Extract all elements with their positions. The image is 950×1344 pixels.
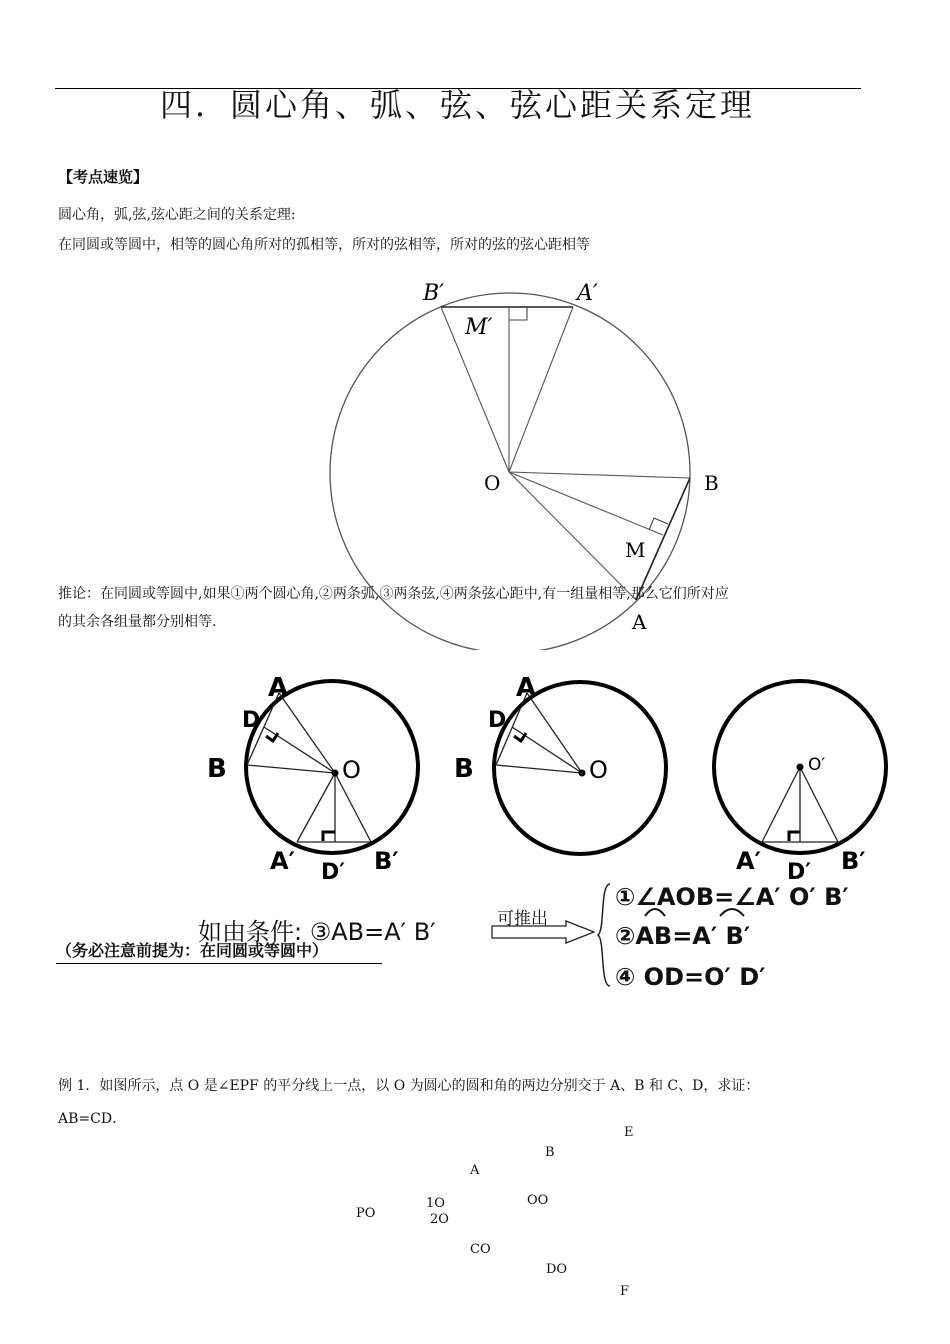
left-label-a-prime: A′	[270, 847, 295, 875]
example-line-2: AB=CD．	[58, 1111, 127, 1127]
intro-line-2: 在同圆或等圆中，相等的圆心角所对的孤相等，所对的弦相等，所对的弦的弦心距相等	[58, 237, 590, 253]
right-label-o-prime: O′	[808, 755, 826, 775]
right-label-b-prime: B′	[841, 847, 866, 875]
arrow-label: 可推出	[497, 909, 548, 929]
ex-label-do: DO	[546, 1262, 568, 1277]
intro-line-1: 圆心角，弧,弦,弦心距之间的关系定理:	[58, 207, 296, 223]
middle-label-o: O	[589, 756, 608, 784]
left-label-b-prime: B′	[374, 847, 399, 875]
result-3: ④ OD=O′ D′	[615, 963, 766, 991]
implies-arrow	[490, 920, 600, 946]
ex-label-po: PO	[356, 1206, 376, 1221]
curly-brace	[594, 880, 614, 990]
result-1: ①∠AOB=∠A′ O′ B′	[615, 883, 849, 911]
right-angle-mark-left-d	[266, 733, 278, 741]
right-angle-mark-left-d-prime	[323, 832, 335, 841]
right-label-a-prime: A′	[736, 847, 761, 875]
middle-label-d: D	[488, 708, 507, 733]
ex-label-oo: OO	[527, 1193, 549, 1208]
ex-label-a: A	[470, 1163, 480, 1178]
corollary-line-2: 的其余各组量都分别相等.	[58, 614, 217, 630]
circle-middle	[494, 682, 666, 854]
section-heading: 【考点速览】	[58, 168, 149, 186]
ex-label-2o: 2O	[430, 1212, 449, 1227]
ex-label-b: B	[545, 1145, 555, 1160]
premise-note: （务必注意前提为：在同圆或等圆中）	[56, 938, 382, 964]
label-b-prime: B′	[423, 281, 445, 306]
ex-label-co: CO	[470, 1242, 491, 1257]
arc-marks	[640, 902, 780, 918]
result-2: ②AB=A′ B′	[615, 922, 751, 950]
condition-text: 如由条件: ③AB=A′ B′	[198, 918, 436, 946]
left-label-d: D	[242, 708, 261, 733]
middle-label-b: B	[454, 754, 474, 784]
label-a: A	[632, 610, 647, 634]
page-title: 四．圆心角、弧、弦、弦心距关系定理	[160, 86, 756, 124]
middle-label-a: A	[516, 673, 537, 703]
label-m-prime: M′	[465, 315, 493, 340]
corollary-line-1: 推论：在同圆或等圆中,如果①两个圆心角,②两条弧,③两条弦,④两条弦心距中,有一组量相等,那么它们所对应	[58, 586, 729, 602]
figure-three-circles	[200, 665, 920, 890]
label-a-prime: A′	[577, 281, 598, 306]
ex-label-f: F	[620, 1284, 630, 1299]
right-angle-mark-m-prime	[509, 307, 527, 320]
left-label-a: A	[268, 673, 289, 703]
right-angle-mark-middle-d	[514, 733, 526, 741]
right-label-d-prime: D′	[787, 860, 812, 885]
ex-label-e: E	[624, 1125, 634, 1140]
example-line-1: 例 1．如图所示，点 O 是∠EPF 的平分线上一点，以 O 为圆心的圆和角的两边分别交于 A、B 和 C、D，求证：	[58, 1078, 760, 1094]
right-angle-mark-right-d-prime	[789, 832, 800, 841]
label-m: M	[625, 538, 646, 562]
left-label-d-prime: D′	[321, 860, 346, 885]
ex-label-1o: 1O	[426, 1196, 445, 1211]
right-angle-mark-m	[649, 518, 668, 530]
left-label-b: B	[207, 754, 227, 784]
label-o: O	[484, 471, 501, 495]
label-b: B	[704, 471, 719, 495]
left-label-o: O	[342, 756, 361, 784]
